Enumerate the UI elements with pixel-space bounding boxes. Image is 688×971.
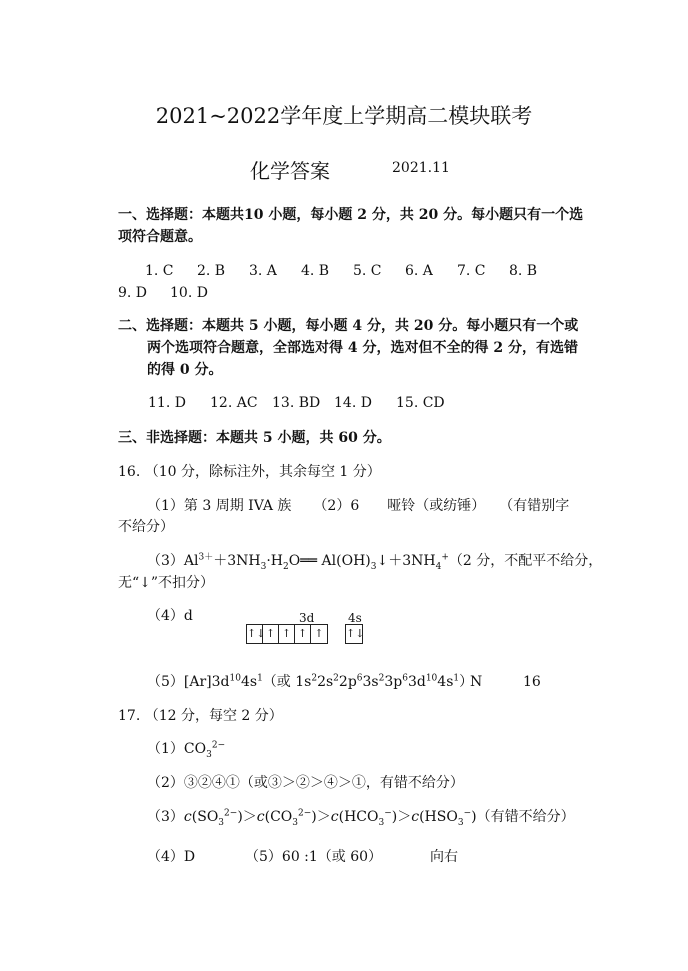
orbital-diagram-3d bbox=[246, 624, 328, 644]
q16-note: （有错别字 bbox=[499, 498, 570, 514]
answer-14: 14. D bbox=[334, 395, 372, 411]
answer-11: 11. D bbox=[148, 395, 186, 411]
q17-part-4: （4）D bbox=[147, 849, 196, 865]
section-1-heading-line-2: 项符合题意。 bbox=[118, 229, 202, 245]
answer-3: 3. A bbox=[249, 263, 277, 279]
orbital-box: ↑ bbox=[295, 625, 311, 643]
orbital-box: ↑↓ bbox=[247, 625, 263, 643]
answer-10: 10. D bbox=[170, 285, 208, 301]
answer-7: 7. C bbox=[457, 263, 486, 279]
answer-8: 8. B bbox=[509, 263, 538, 279]
orbital-box: ↑ bbox=[279, 625, 295, 643]
section-1-answers-row-2 bbox=[118, 283, 222, 303]
q17-heading: 17. （12 分，每空 2 分） bbox=[118, 708, 283, 724]
orbital-box: ↑ bbox=[263, 625, 279, 643]
answer-2: 2. B bbox=[197, 263, 226, 279]
section-2-answers bbox=[148, 393, 458, 413]
q16-part-5-number: 16 bbox=[523, 674, 541, 690]
q17-part-5-direction: 向右 bbox=[430, 849, 458, 865]
q16-part-4: （4）d bbox=[147, 608, 193, 624]
orbital-box: ↑ bbox=[314, 627, 324, 640]
section-3-heading: 三、非选择题：本题共 5 小题，共 60 分。 bbox=[118, 430, 391, 446]
q16-part-1-line bbox=[147, 496, 569, 516]
q16-part-3-equation: $(3)Al^{3+}+3NH_3\cdot H_2O══$ $Al(OH)_3↓+3NH_4^+(2$ 分，不配平不给分， bbox=[147, 552, 603, 572]
document-title: 2021~2022学年度上学期高二模块联考 bbox=[155, 104, 533, 128]
answer-13: 13. BD bbox=[272, 395, 321, 411]
answer-5: 5. C bbox=[353, 263, 382, 279]
answer-4: 4. B bbox=[301, 263, 330, 279]
q16-part-2: （2）6 bbox=[313, 498, 360, 514]
section-2-heading-line-3: 的得 0 分。 bbox=[147, 362, 223, 378]
q16-part-1: （1）第 3 周期 IVA 族 bbox=[147, 498, 292, 514]
answer-6: 6. A bbox=[405, 263, 433, 279]
orbital-label-3d: 3d bbox=[299, 611, 315, 625]
answer-12: 12. AC bbox=[210, 395, 258, 411]
section-2-heading-line-1: 二、选择题：本题共 5 小题，每小题 4 分，共 20 分。每小题只有一个或 bbox=[118, 318, 579, 334]
q17-part-1: $(1)CO_3^{2-}$ bbox=[147, 740, 226, 760]
orbital-label-4s: 4s bbox=[348, 611, 362, 625]
section-1-heading-line-1: 一、选择题：本题共10 小题，每小题 2 分，共 20 分。每小题只有一个选 bbox=[118, 207, 584, 223]
q16-note-continued: 不给分） bbox=[118, 519, 174, 535]
q17-part-2: （2）③②④①（或③＞②＞④＞①，有错不给分） bbox=[147, 775, 464, 791]
document-date: 2021.11 bbox=[392, 160, 450, 176]
q16-heading: 16. （10 分，除标注外，其余每空 1 分） bbox=[118, 464, 381, 480]
answer-1: 1. C bbox=[145, 263, 174, 279]
document-subtitle: 化学答案 bbox=[250, 159, 330, 183]
answer-15: 15. CD bbox=[396, 395, 445, 411]
answer-9: 9. D bbox=[118, 285, 148, 301]
section-1-answers-row-1 bbox=[145, 261, 561, 281]
q16-part-3-note: 无“↓”不扣分） bbox=[118, 575, 215, 591]
q17-part-5: （5）60 :1（或 60） bbox=[245, 849, 383, 865]
section-2-heading-line-2: 两个选项符合题意，全部选对得 4 分，选对但不全的得 2 分，有选错 bbox=[147, 340, 578, 356]
q16-part-5-element: N bbox=[470, 674, 483, 690]
orbital-diagram-4s bbox=[345, 624, 363, 644]
q16-part-2-shape: 哑铃（或纺锤） bbox=[387, 498, 486, 514]
q17-part-3: $(3)c(SO_3^{2-})>c(CO_3^{2-})>c(HCO_3^-)>c(HSO_3^-)$（有错不给分） bbox=[147, 808, 575, 828]
q16-part-5-line: $(5)[Ar]3d^{10}4s^1$（或 $1s^22s^22p^63s^23p^63d^{10}4s^1$） bbox=[147, 673, 474, 690]
orbital-box: ↑↓ bbox=[346, 627, 365, 640]
